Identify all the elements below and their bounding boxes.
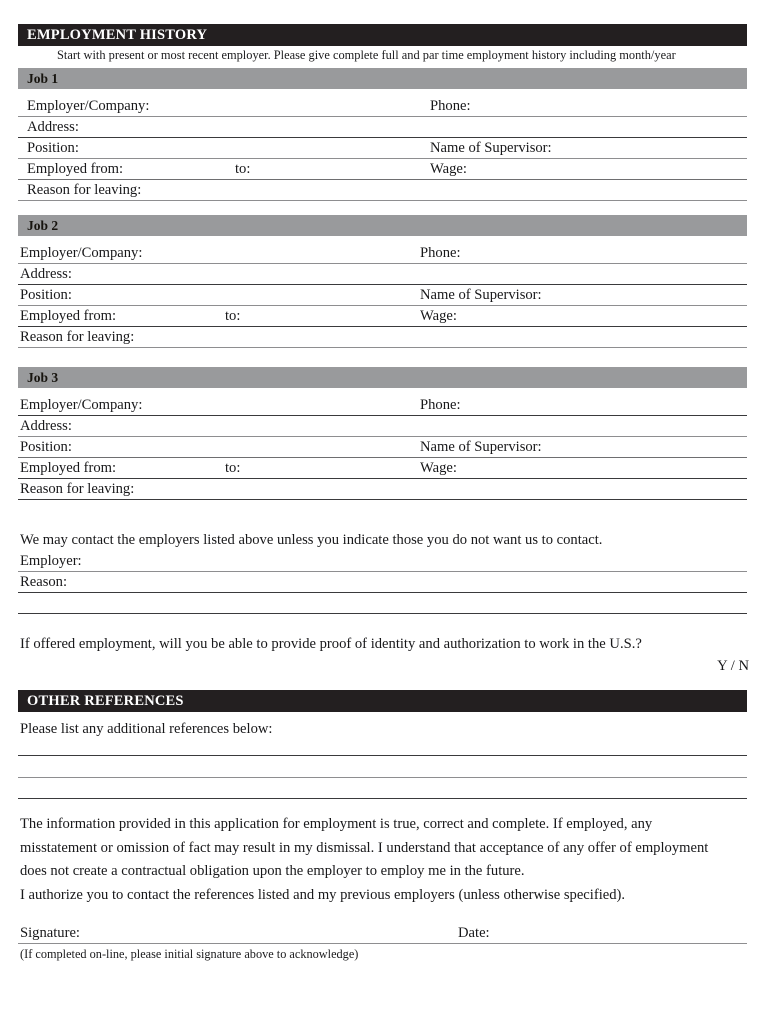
other-references-rule-2[interactable]: [18, 777, 747, 778]
contact-consent-statement: We may contact the employers listed above unless you indicate those you do not want us to contact.: [20, 532, 603, 548]
job-3-employer-label: Employer/Company:: [20, 397, 143, 413]
job-3-address-label: Address:: [20, 418, 72, 434]
certification-paragraph-1: The information provided in this application for employment is true, correct and complete. If employed, any misstatement or omission of fact may result in my dismissal. I understand that acceptance of any offer of employment does not create a contractual obligation upon the employer to employ me in the future.: [20, 816, 709, 879]
job-1-employed-to-label: to:: [235, 161, 251, 177]
employment-history-subtitle: Start with present or most recent employer. Please give complete full and par time employment history including month/year: [57, 48, 676, 62]
job-1-reason-label: Reason for leaving:: [27, 182, 142, 198]
other-references-instruction: Please list any additional references below:: [20, 721, 273, 737]
job-2-position-label: Position:: [20, 287, 72, 303]
employment-history-header: EMPLOYMENT HISTORY: [18, 24, 747, 46]
job-1-address-label: Address:: [27, 119, 79, 135]
job-3-reason-rule[interactable]: [18, 499, 747, 500]
other-references-rule-1[interactable]: [18, 755, 747, 756]
job-1-supervisor-label: Name of Supervisor:: [430, 140, 552, 156]
signature-label: Signature:: [20, 925, 80, 941]
job-2-address-label: Address:: [20, 266, 72, 282]
job-1-phone-label: Phone:: [430, 98, 471, 114]
job-1-employed-from-label: Employed from:: [27, 161, 124, 177]
contact-consent-reason-rule[interactable]: [18, 592, 747, 593]
job-3-phone-label: Phone:: [420, 397, 461, 413]
job-2-employed-from-label: Employed from:: [20, 308, 117, 324]
job-3-employed-rule[interactable]: [18, 478, 747, 479]
contact-consent-employer-rule[interactable]: [18, 571, 747, 572]
job-2-employer-rule[interactable]: [18, 263, 747, 264]
job-3-supervisor-label: Name of Supervisor:: [420, 439, 542, 455]
job-2-address-rule[interactable]: [18, 284, 747, 285]
job-3-employer-rule[interactable]: [18, 415, 747, 416]
job-3-reason-label: Reason for leaving:: [20, 481, 135, 497]
job-1-address-rule[interactable]: [18, 137, 747, 138]
job-3-address-rule[interactable]: [18, 436, 747, 437]
work-authorization-question: If offered employment, will you be able to provide proof of identity and authorization to work in the U.S.?: [20, 636, 642, 652]
date-label: Date:: [458, 925, 490, 941]
job-3-wage-label: Wage:: [420, 460, 457, 476]
contact-consent-extra-rule[interactable]: [18, 613, 747, 614]
job-2-reason-label: Reason for leaving:: [20, 329, 135, 345]
contact-consent-employer-label: Employer:: [20, 553, 82, 569]
job-1-employer-rule[interactable]: [18, 116, 747, 117]
job-3-heading: Job 3: [18, 367, 747, 388]
job-1-wage-label: Wage:: [430, 161, 467, 177]
job-3-employed-from-label: Employed from:: [20, 460, 117, 476]
job-1-position-label: Position:: [27, 140, 79, 156]
job-2-phone-label: Phone:: [420, 245, 461, 261]
job-1-employer-label: Employer/Company:: [27, 98, 150, 114]
certification-paragraph-2: I authorize you to contact the references listed and my previous employers (unless otherwise specified).: [20, 887, 626, 903]
job-3-position-label: Position:: [20, 439, 72, 455]
other-references-header: OTHER REFERENCES: [18, 690, 747, 712]
job-1-position-rule[interactable]: [18, 158, 747, 159]
job-1-reason-rule[interactable]: [18, 200, 747, 201]
job-2-heading: Job 2: [18, 215, 747, 236]
job-1-employed-rule[interactable]: [18, 179, 747, 180]
job-2-reason-rule[interactable]: [18, 347, 747, 348]
work-authorization-answer-options[interactable]: Y / N: [717, 658, 749, 674]
job-2-wage-label: Wage:: [420, 308, 457, 324]
job-3-position-rule[interactable]: [18, 457, 747, 458]
job-2-supervisor-label: Name of Supervisor:: [420, 287, 542, 303]
signature-rule[interactable]: [18, 943, 747, 944]
job-1-heading: Job 1: [18, 68, 747, 89]
job-3-employed-to-label: to:: [225, 460, 241, 476]
signature-note: (If completed on-line, please initial signature above to acknowledge): [20, 947, 359, 961]
other-references-rule-3[interactable]: [18, 798, 747, 799]
job-2-employed-rule[interactable]: [18, 326, 747, 327]
job-2-position-rule[interactable]: [18, 305, 747, 306]
contact-consent-reason-label: Reason:: [20, 574, 68, 590]
job-2-employed-to-label: to:: [225, 308, 241, 324]
job-2-employer-label: Employer/Company:: [20, 245, 143, 261]
